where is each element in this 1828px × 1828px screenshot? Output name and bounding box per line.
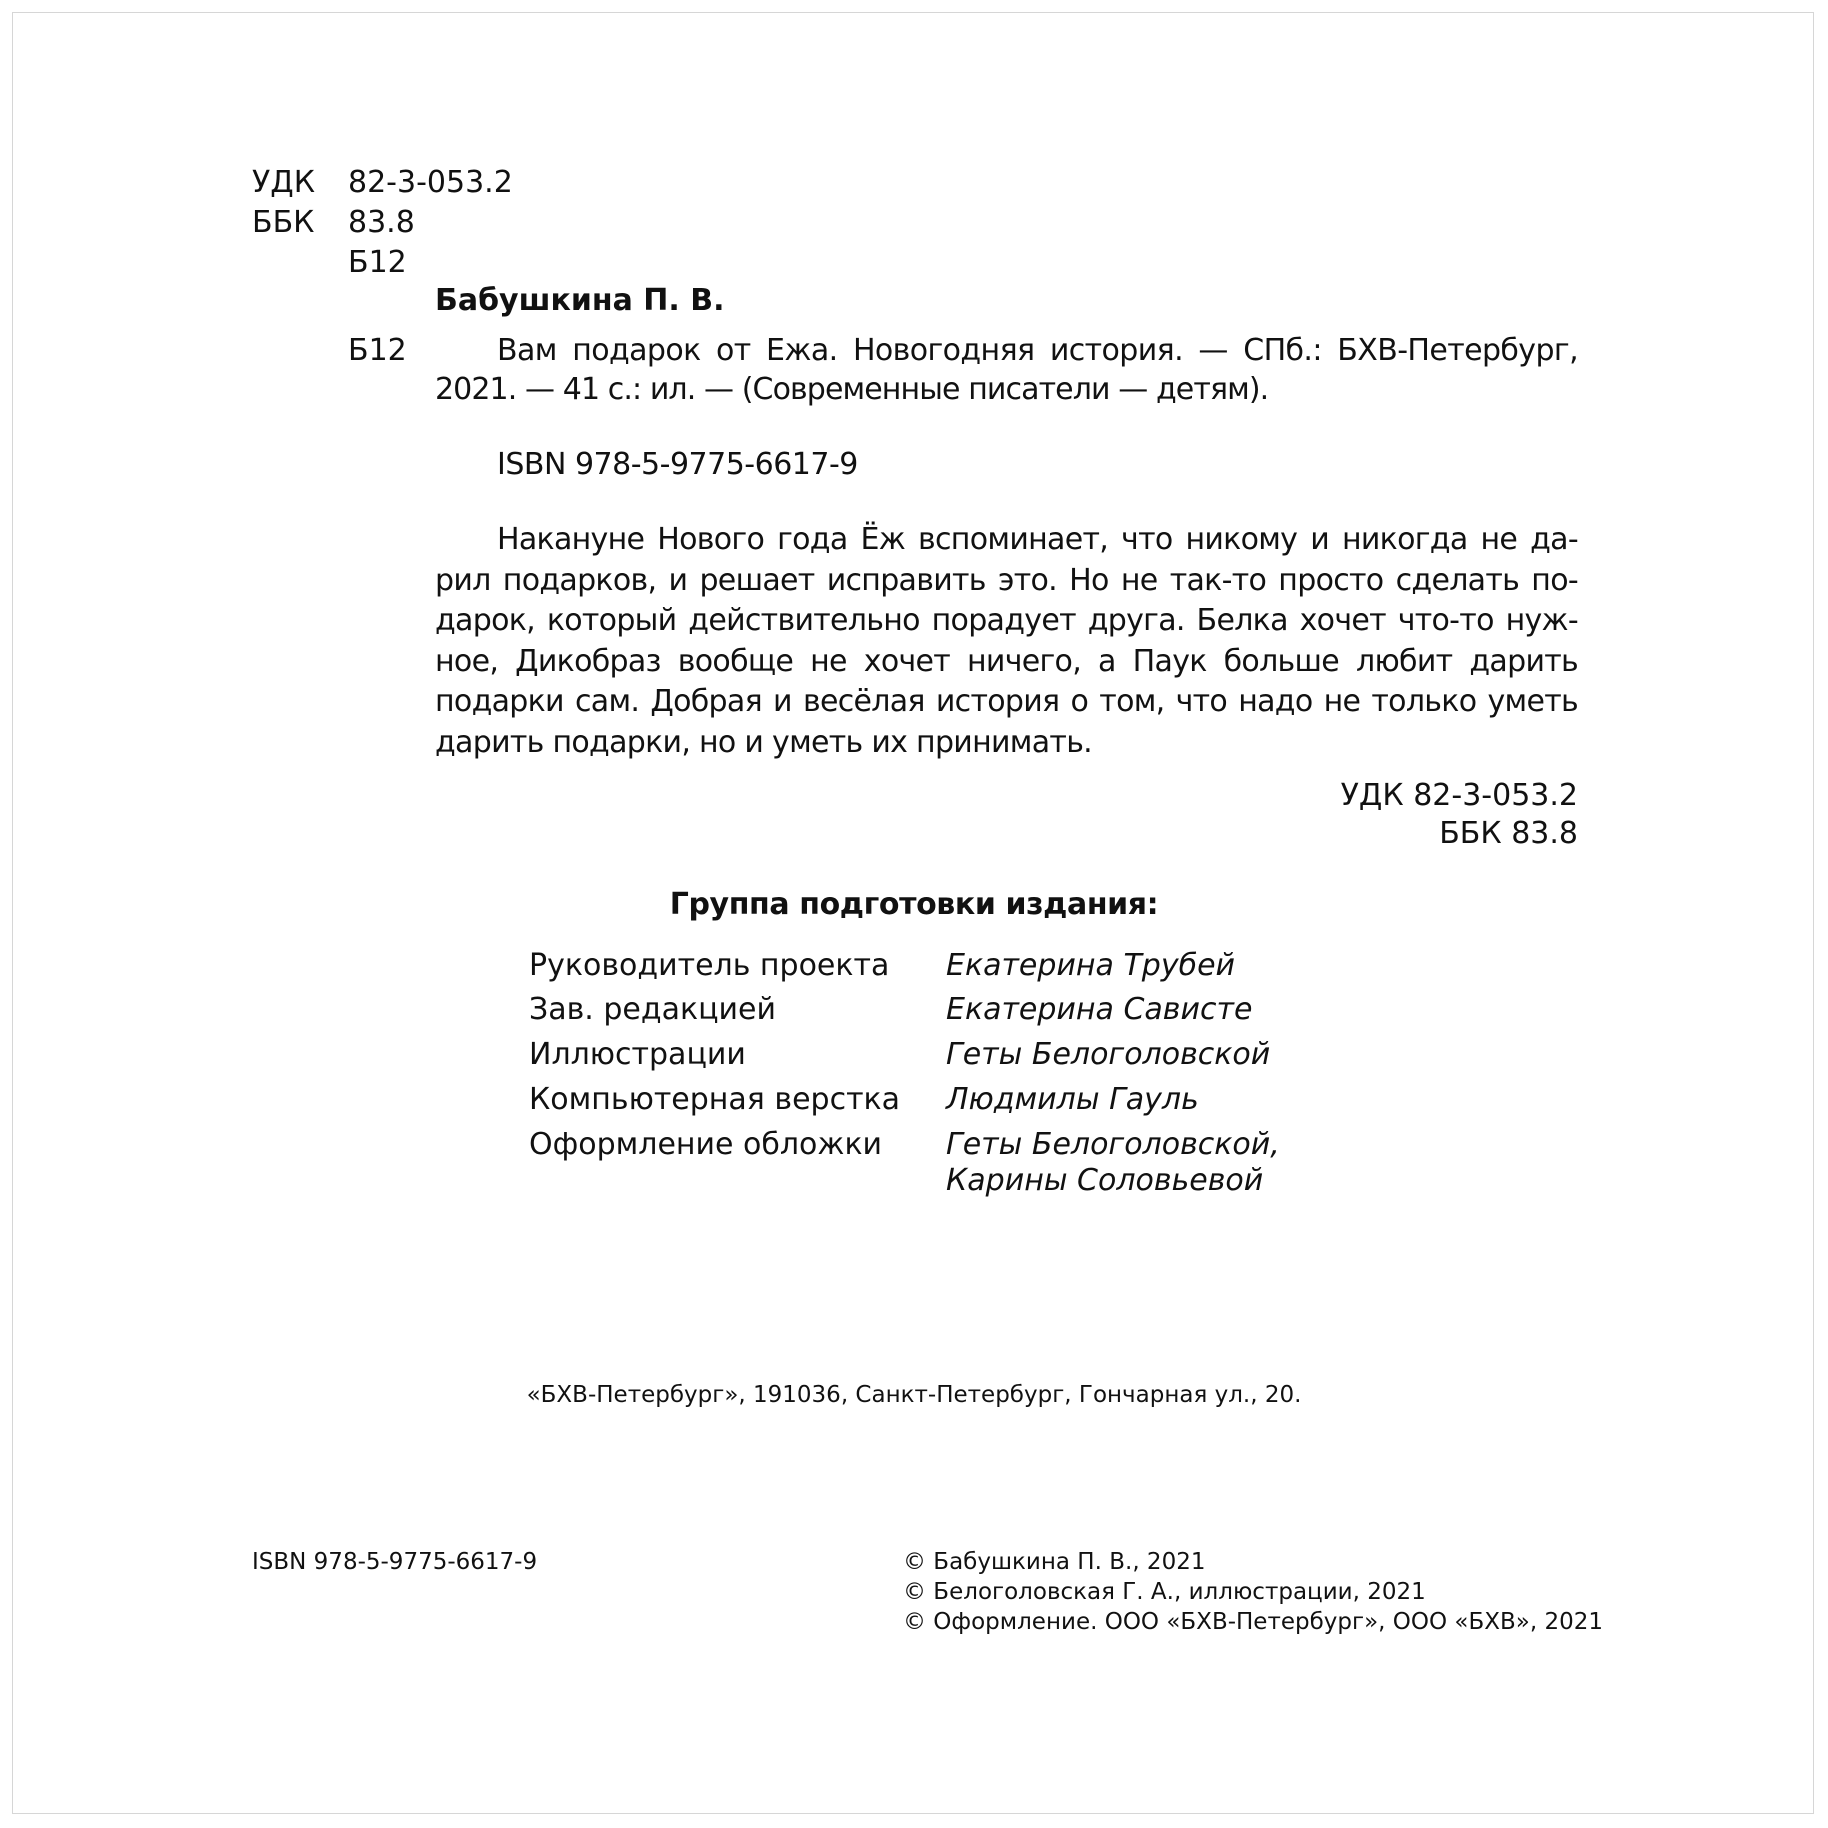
bbk-label: ББК — [252, 205, 315, 240]
udk-right: УДК 82-3-053.2 — [1340, 778, 1578, 813]
udk-value: 82-3-053.2 — [348, 165, 513, 200]
isbn-record: ISBN 978-5-9775-6617-9 — [497, 447, 858, 482]
publisher-address: «БХВ-Петербург», 191036, Санкт-Петербург, Гончарная ул., 20. — [526, 1382, 1302, 1408]
annotation-line: дарок, который действительно порадует друга. Белка хочет что-то нуж- — [435, 603, 1578, 638]
team-member: Екатерина Сависте — [946, 992, 1253, 1027]
bbk-right: ББК 83.8 — [1439, 816, 1578, 851]
team-member: Екатерина Трубей — [946, 948, 1236, 983]
team-role: Иллюстрации — [529, 1037, 746, 1072]
isbn-footer: ISBN 978-5-9775-6617-9 — [252, 1549, 538, 1575]
udk-label: УДК — [252, 165, 316, 200]
team-member: Людмилы Гауль — [946, 1082, 1199, 1117]
copyright-line: © Белоголовская Г. А., иллюстрации, 2021 — [903, 1579, 1426, 1605]
team-member: Геты Белоголовской — [946, 1037, 1271, 1072]
annotation-line: Накануне Нового года Ёж вспоминает, что никому и никогда не да- — [497, 522, 1578, 557]
annotation — [435, 520, 1578, 763]
bib-author-mark: Б12 — [348, 333, 407, 368]
author-mark: Б12 — [348, 245, 407, 280]
copyright-line: © Бабушкина П. В., 2021 — [903, 1549, 1206, 1575]
author-name: Бабушкина П. В. — [435, 283, 725, 318]
team-member: Карины Соловьевой — [946, 1163, 1264, 1198]
team-title: Группа подготовки издания: — [669, 887, 1159, 922]
annotation-line: подарки сам. Добрая и весёлая история о том, что надо не только уметь — [435, 684, 1578, 719]
team-role: Оформление обложки — [529, 1127, 883, 1162]
team-role: Зав. редакцией — [529, 992, 776, 1027]
team-role: Руководитель проекта — [529, 948, 890, 983]
annotation-line: дарить подарки, но и уметь их принимать. — [435, 724, 1093, 760]
bbk-value: 83.8 — [348, 205, 415, 240]
copyright-line: © Оформление. ООО «БХВ-Петербург», ООО «БХВ», 2021 — [903, 1609, 1604, 1635]
annotation-line: ное, Дикобраз вообще не хочет ничего, а Паук больше любит дарить — [435, 643, 1578, 679]
bib-imprint-line: 2021. — 41 с.: ил. — (Современные писатели — детям). — [435, 372, 1269, 407]
team-member: Геты Белоголовской, — [946, 1127, 1280, 1162]
annotation-line: рил подарков, и решает исправить это. Но не так-то просто сделать по- — [435, 562, 1578, 598]
bib-title-line: Вам подарок от Ежа. Новогодняя история. — СПб.: БХВ-Петербург, — [497, 333, 1578, 368]
team-role: Компьютерная верстка — [529, 1082, 901, 1117]
